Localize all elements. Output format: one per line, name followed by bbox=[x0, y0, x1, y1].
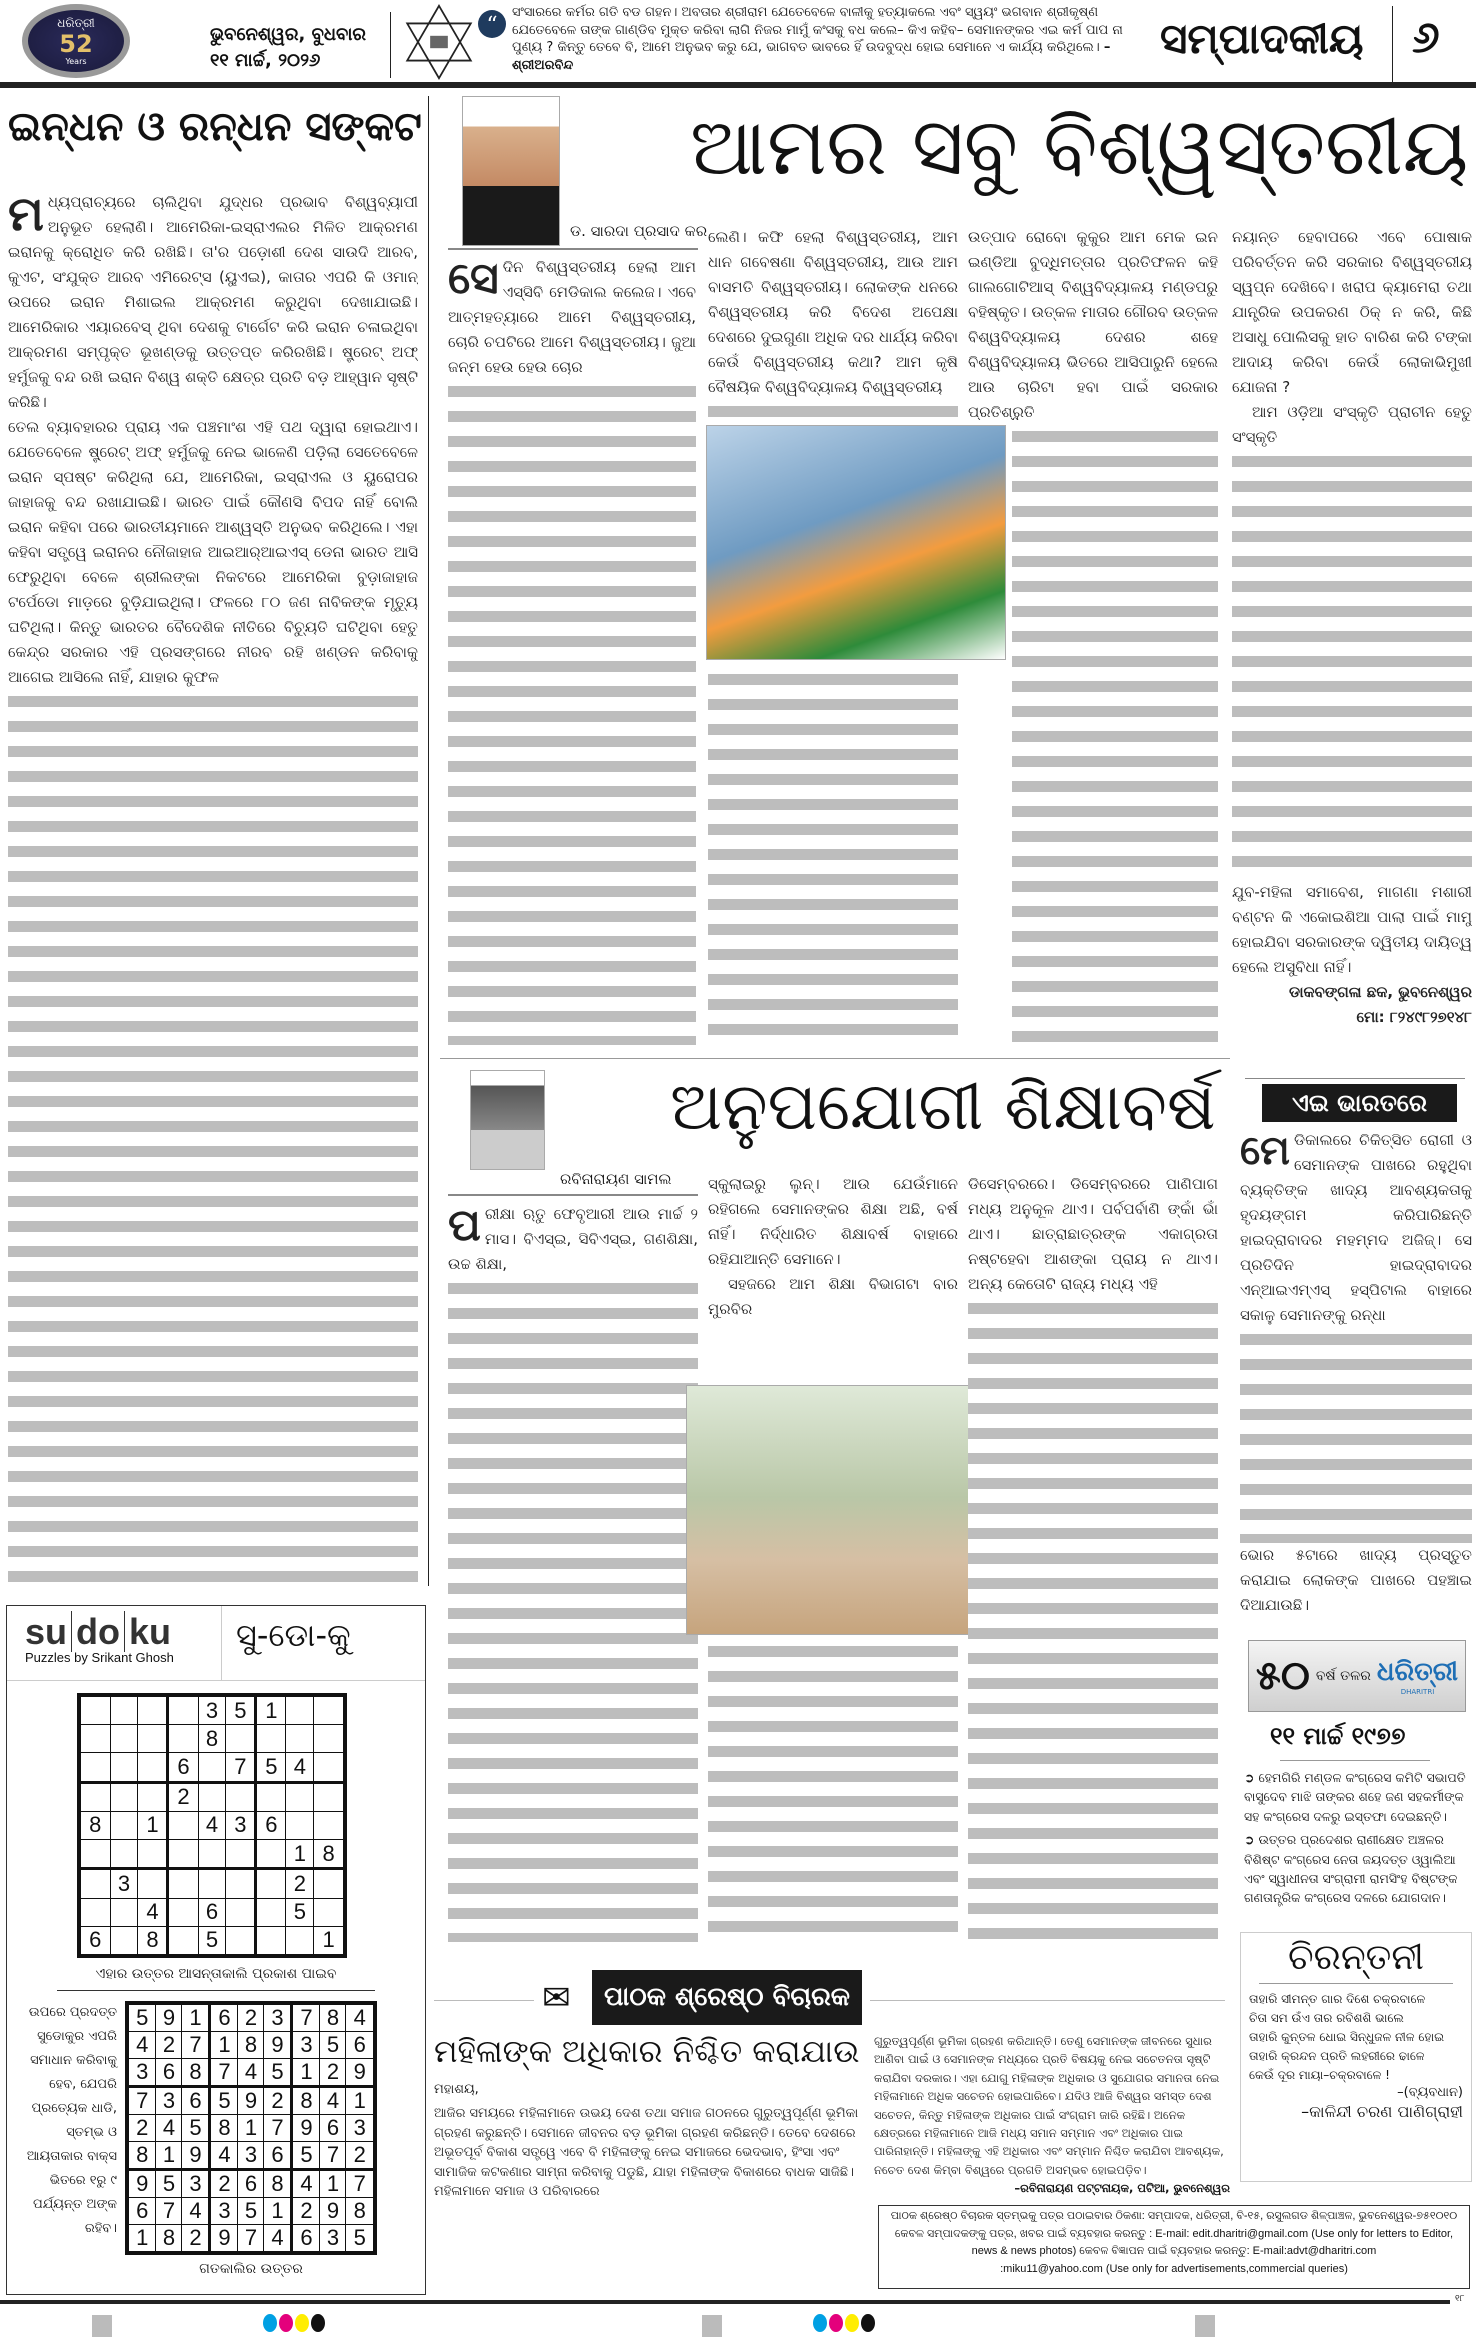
sudoku-cell[interactable] bbox=[110, 1695, 138, 1725]
sudoku-cell: 2 bbox=[182, 2225, 210, 2254]
sudoku-cell[interactable] bbox=[256, 1926, 286, 1956]
sudoku-cell[interactable] bbox=[226, 1782, 256, 1811]
sudoku-cell[interactable] bbox=[256, 1898, 286, 1926]
contact-box: ପାଠକ ଶ୍ରେଷ୍ଠ ବିଚାରକ ସ୍ତମ୍ଭକୁ ପତ୍ର ପଠାଇବାର ଠିକଣା: ସମ୍ପାଦକ, ଧରିତ୍ରୀ, ବି-୧୫, ରସୁଲଗଡ ଶିଳ୍ପାଞ୍ଚଳ, ଭୁବନେଶ୍ୱର-୭୫୧୦୧୦ କେବଳ ସମ୍ପାଦକଙ୍କୁ ପତ୍ର, ଖବର ପାଇଁ ବ୍ୟବହାର କରନ୍ତୁ : E-mail: edit.dharitri@gmail.com (Use only for letters to Editor, news & news photos) କେବଳ ବିଜ୍ଞାପନ ପାଇଁ ବ୍ୟବହାର କରନ୍ତୁ: E-mail:advt@dharitri.com :miku11@yahoo.com (Use only for advertisements,commercial queries) bbox=[878, 2205, 1470, 2289]
registration-square bbox=[92, 2315, 112, 2337]
sudoku-cell: 1 bbox=[264, 2198, 292, 2225]
sudoku-cell: 3 bbox=[210, 2198, 238, 2225]
sudoku-cell: 6 bbox=[156, 2059, 182, 2087]
sudoku-cell: 2 bbox=[156, 2032, 182, 2059]
sudoku-cell: 8 bbox=[138, 1926, 168, 1956]
author-photo bbox=[470, 1070, 545, 1170]
sudoku-cell[interactable] bbox=[256, 1782, 286, 1811]
logo-years-number: 52 bbox=[59, 30, 93, 58]
sudoku-cell: 1 bbox=[286, 1840, 314, 1869]
sudoku-cell: 7 bbox=[320, 2142, 346, 2170]
sudoku-cell: 6 bbox=[238, 2170, 264, 2198]
sudoku-cell[interactable] bbox=[168, 1725, 198, 1753]
sudoku-cell: 6 bbox=[182, 2087, 210, 2115]
sudoku-cell[interactable] bbox=[198, 1753, 226, 1782]
ei-bharatare-title: ଏଇ ଭାରତରେ bbox=[1262, 1084, 1457, 1122]
sudoku-cell[interactable] bbox=[168, 1695, 198, 1725]
sudoku-cell: 5 bbox=[286, 1898, 314, 1926]
sudoku-cell: 3 bbox=[156, 2087, 182, 2115]
sudoku-cell: 2 bbox=[346, 2142, 375, 2170]
sudoku-cell: 9 bbox=[156, 2003, 182, 2032]
sudoku-cell: 6 bbox=[346, 2032, 375, 2059]
poet-name: –କାଳିନ୍ଦୀ ଚରଣ ପାଣିଗ୍ରାହୀ bbox=[1301, 2102, 1463, 2121]
fifty-years-items bbox=[1244, 1768, 1472, 1926]
sudoku-cell: 3 bbox=[198, 1695, 226, 1725]
sudoku-cell: 8 bbox=[320, 2003, 346, 2032]
sudoku-cell: 2 bbox=[238, 2003, 264, 2032]
sudoku-cell: 5 bbox=[320, 2032, 346, 2059]
color-dot bbox=[311, 2314, 325, 2332]
chirantani-title: ଚିରନ୍ତନୀ bbox=[1287, 1937, 1424, 1978]
sudoku-cell: 3 bbox=[292, 2032, 320, 2059]
sudoku-cell[interactable] bbox=[110, 1840, 138, 1869]
sudoku-cell: 8 bbox=[238, 2032, 264, 2059]
sudoku-cell[interactable] bbox=[110, 1898, 138, 1926]
chirantani-box bbox=[1240, 1932, 1472, 2182]
sudoku-cell: 9 bbox=[210, 2225, 238, 2254]
sudoku-cell: 9 bbox=[127, 2170, 156, 2198]
sudoku-cell: 8 bbox=[79, 1811, 110, 1839]
sudoku-cell: 5 bbox=[226, 1695, 256, 1725]
sudoku-cell[interactable] bbox=[314, 1753, 345, 1782]
sudoku-cell: 7 bbox=[127, 2087, 156, 2115]
sudoku-cell: 7 bbox=[238, 2225, 264, 2254]
article1-column-1: ସେଦିନ ବିଶ୍ୱସ୍ତରୀୟ ହେଲା ଆମ ଏସ୍‌ସିବି ମେଡିକାଲ କଲେଜ। ଏବେ ଆତ୍ମହତ୍ୟାରେ ଆମେ ବିଶ୍ୱସ୍ତରୀୟ, ଚୋରି ଚପଟିରେ ଆମେ ବିଶ୍ୱସ୍ତରୀୟ। ଜୁଆ ଜନ୍ମ ହେଉ ହେଉ ଚୋର bbox=[448, 255, 696, 1045]
sudoku-cell: 6 bbox=[210, 2003, 238, 2032]
sudoku-cell: 3 bbox=[320, 2225, 346, 2254]
article1-author: ଡ. ସାରଦା ପ୍ରସାଦ କର bbox=[570, 222, 708, 240]
news-item: ➲ ହେମଗିରି ମଣ୍ଡଳ କଂଗ୍ରେସ କମିଟି ସଭାପତି ବାସୁଦେବ ମାଝି ତାଙ୍କର ଶହେ ଜଣ ସହକର୍ମୀଙ୍କ ସହ କଂଗ୍ରେସ ଦଳରୁ ଇସ୍ତଫା ଦେଇଛନ୍ତି। bbox=[1244, 1770, 1466, 1824]
sudoku-cell: 2 bbox=[320, 2059, 346, 2087]
color-dot bbox=[295, 2314, 309, 2332]
sudoku-cell[interactable] bbox=[198, 1782, 226, 1811]
sudoku-box bbox=[6, 1605, 426, 2295]
sudoku-cell: 2 bbox=[264, 2087, 292, 2115]
sudoku-cell: 1 bbox=[256, 1695, 286, 1725]
sudoku-cell: 9 bbox=[238, 2087, 264, 2115]
sudoku-cell[interactable] bbox=[226, 1926, 256, 1956]
sudoku-cell: 1 bbox=[182, 2003, 210, 2032]
sudoku-cell: 4 bbox=[238, 2059, 264, 2087]
sudoku-cell[interactable] bbox=[79, 1898, 110, 1926]
sudoku-logo: su do ku bbox=[25, 1611, 172, 1652]
article1-signoff-phone: ମୋ: ୮୨୪୯୮୨୭୧୪୮ bbox=[1356, 1008, 1472, 1026]
editorial-paragraph: ତେଲ ବ୍ୟାବହାରର ପ୍ରାୟ ଏକ ପଞ୍ଚମାଂଶ ଏହି ପଥ ଦ୍ୱାରା ହୋଇଥାଏ। ଯେତେବେଳେ ଷ୍ଟ୍ରେଟ୍ ଅଫ୍ ହର୍ମୁଜକୁ ନେଇ ଭାଳେଣି ପଡ଼ିଲା ସେତେବେଳେ ଇରାନ ସ୍ପଷ୍ଟ କରିଥିଲା ଯେ, ଆମେରିକା, ଇସ୍ରାଏଲ ଓ ୟୁରୋପର ଜାହାଜକୁ ବନ୍ଦ ରଖାଯାଇଛି। ଭାରତ ପାଇଁ କୌଣସି ବିପଦ ନାହିଁ ବୋଲି ଇରାନ କହିବା ପରେ ଭାରତୀୟମାନେ ଆଶ୍ୱସ୍ତି ଅନୁଭବ କରିଥିଲେ। ଏହା କହିବା ସତ୍ତ୍ୱେ ଇରାନର ନୌଜାହାଜ ଆଇଆର୍‌ଆଇଏସ୍ ଡେନା ଭାରତ ଆସି ଫେରୁଥିବା ବେଳେ ଶ୍ରୀଲଙ୍କା ନିକଟରେ ଆମେରିକା ବୁଡ଼ାଜାହାଜ ଟର୍ପେଡୋ ମାଡ଼ରେ ବୁଡ଼ିଯାଇଥିଲା। ଫଳରେ ୮୦ ଜଣ ନାବିକଙ୍କ ମୃତ୍ୟୁ ଘଟିଥିଲା। କିନ୍ତୁ ଭାରତର ବୈଦେଶିକ ନୀତିରେ ବିଚ୍ୟୁତି ଘଟିଥିବା ହେତୁ କେନ୍ଦ୍ର ସରକାର ଏହି ପ୍ରସଙ୍ଗରେ ନୀରବ ରହି ଖଣ୍ଡନ କରିବାକୁ ଆଗେଇ ଆସିଲେ ନାହିଁ, ଯାହାର କୁଫଳ bbox=[8, 418, 418, 686]
article1-drop-cap: ସେ bbox=[448, 255, 499, 304]
article1-column-4: ନୟାନ୍ତ ହେବାପରେ ଏବେ ପୋଷାକ ପରିବର୍ତ୍ତନ କରି ସରକାର ବିଶ୍ୱସ୍ତରୀୟ ସ୍ୱପ୍ନ ଦେଖିବେ। ଖରାପ କ୍ୟାମେରା ତଥା ଯାନ୍ତ୍ରିକ ଉପକରଣ ଠିକ୍ ନ କରି, କିଛି ଅସାଧୁ ପୋଲିସକୁ ହାତ ବାରିଶ କରି ଟଙ୍କା ଆଦାୟ କରିବା କେଉଁ ଲୋକାଭିମୁଖୀ ଯୋଜନା ? ଆମ ଓଡ଼ିଆ ସଂସ୍କୃତି ପ୍ରାଚୀନ ହେତୁ ସଂସ୍କୃତି ଯୁବ-ମହିଳା ସମାବେଶ, ମାଗଣା ମଶାରୀ ବଣ୍ଟନ କି ଏକୋଇଶିଆ ପାଲା ପାଇଁ ମାମୁ ହୋଇଯିବା ସରକାରଙ୍କ ଦ୍ୱିତୀୟ ଦାୟିତ୍ୱ ହେଲେ ଅସୁବିଧା ନାହିଁ। ଡାକବଙ୍ଗଳା ଛକ, ଭୁବନେଶ୍ୱର ମୋ: ୮୨୪୯୮୨୭୧୪୮ bbox=[1232, 225, 1472, 1030]
sudoku-cell: 5 bbox=[198, 1926, 226, 1956]
sudoku-cell[interactable] bbox=[138, 1840, 168, 1869]
ei-bharatare-body: ମେଡିକାଲରେ ଚିକିତ୍ସିତ ରୋଗୀ ଓ ସେମାନଙ୍କ ପାଖରେ ରହୁଥିବା ବ୍ୟକ୍ତିଙ୍କ ଖାଦ୍ୟ ଆବଶ୍ୟକତାକୁ ହୃଦୟଙ୍ଗମ କରିପାରିଛନ୍ତି ହାଇଦ୍ରାବାଦର ମହମ୍ମଦ ଅଜିଜ୍। ସେ ପ୍ରତିଦିନ ହାଇଦ୍ରାବାଦର ଏନ୍‌ଆଇଏମ୍‌ଏସ୍ ହସ୍ପିଟାଲ ବାହାରେ ସକାଳୁ ସେମାନଙ୍କୁ ରନ୍ଧା ଭୋର ୫ଟାରେ ଖାଦ୍ୟ ପ୍ରସ୍ତୁତ କରାଯାଇ ଲୋକଙ୍କ ପାଖରେ ପହଞ୍ଚାଇ ଦିଆଯାଉଛି। bbox=[1240, 1128, 1472, 1614]
sudoku-cell: 8 bbox=[314, 1840, 345, 1869]
sudoku-cell: 1 bbox=[156, 2142, 182, 2170]
article1-column-2: ଲେଣି। କଫି ହେଲା ବିଶ୍ୱସ୍ତରୀୟ, ଆମ ଧାନ ଗବେଷଣା ବିଶ୍ୱସ୍ତରୀୟ, ଆଉ ଆମ ବାସମତି ବିଶ୍ୱସ୍ତରୀୟ। ଲୋକଙ୍କ ଧନରେ ବିଶ୍ୱସ୍ତରୀୟ କରି ବିଦେଶ ଅପେକ୍ଷା ଦେଶରେ ଦୁଇଗୁଣା ଅଧିକ ଦର ଧାର୍ଯ୍ୟ କରିବା କେଉଁ ବିଶ୍ୱସ୍ତରୀୟ କଥା? ଆମ କୃଷି ବୈଷୟିକ ବିଶ୍ୱବିଦ୍ୟାଳୟ ବିଶ୍ୱସ୍ତରୀୟ bbox=[708, 225, 958, 420]
sudoku-cell: 5 bbox=[182, 2115, 210, 2142]
logo-years-label: Years bbox=[65, 57, 87, 66]
sudoku-cell: 5 bbox=[264, 2059, 292, 2087]
sudoku-cell[interactable] bbox=[314, 1725, 345, 1753]
sudoku-cell: 4 bbox=[198, 1811, 226, 1839]
sudoku-cell[interactable] bbox=[110, 1782, 138, 1811]
sudoku-cell: 8 bbox=[292, 2087, 320, 2115]
text-filler bbox=[8, 690, 418, 1585]
sudoku-puzzle-grid[interactable] bbox=[77, 1693, 347, 1958]
sudoku-cell[interactable] bbox=[286, 1811, 314, 1839]
sudoku-cell: 1 bbox=[238, 2115, 264, 2142]
sudoku-cell[interactable] bbox=[198, 1869, 226, 1898]
sudoku-cell: 5 bbox=[210, 2087, 238, 2115]
page-number: ୬ bbox=[1412, 12, 1440, 63]
editor-email[interactable]: କେବଳ ସମ୍ପାଦକଙ୍କୁ ପତ୍ର, ଖବର ପାଇଁ ବ୍ୟବହାର କରନ୍ତୁ : E-mail: edit.dharitri@gmail.com (Use only for letters to Editor, bbox=[894, 2227, 1454, 2240]
sudoku-cell: 4 bbox=[346, 2003, 375, 2032]
color-dot bbox=[279, 2314, 293, 2332]
sudoku-cell: 4 bbox=[320, 2087, 346, 2115]
sudoku-cell[interactable] bbox=[168, 1898, 198, 1926]
sudoku-cell[interactable] bbox=[256, 1869, 286, 1898]
color-dot bbox=[829, 2314, 843, 2332]
article2-drop-cap: ପ bbox=[448, 1202, 481, 1251]
sudoku-cell[interactable] bbox=[110, 1926, 138, 1956]
sudoku-cell: 8 bbox=[210, 2115, 238, 2142]
sudoku-cell[interactable] bbox=[79, 1782, 110, 1811]
sudoku-title-odia: ସୁ-ଡୋ-କୁ bbox=[236, 1616, 351, 1654]
sudoku-cell: 6 bbox=[320, 2115, 346, 2142]
letters-section-title: ପାଠକ ଶ୍ରେଷ୍ଠ ବିଚାରକ bbox=[592, 1970, 862, 2025]
sudoku-solution-label: ଗତକାଲିର ଉତ୍ତର bbox=[199, 2261, 303, 2277]
quote-icon: “ bbox=[478, 10, 506, 38]
color-dot bbox=[861, 2314, 875, 2332]
sudoku-cell: 4 bbox=[292, 2170, 320, 2198]
sudoku-cell[interactable] bbox=[168, 1840, 198, 1869]
sudoku-byline: Puzzles by Srikant Ghosh bbox=[25, 1650, 174, 1665]
sudoku-cell: 7 bbox=[182, 2032, 210, 2059]
article1-signoff-place: ଡାକବଙ୍ଗଳା ଛକ, ଭୁବନେଶ୍ୱର bbox=[1288, 983, 1472, 1001]
section-title: ସମ୍ପାଦକୀୟ bbox=[1160, 14, 1364, 63]
sudoku-cell: 1 bbox=[346, 2087, 375, 2115]
sudoku-cell[interactable] bbox=[138, 1725, 168, 1753]
registration-square bbox=[702, 2315, 722, 2337]
sudoku-cell[interactable] bbox=[286, 1695, 314, 1725]
sudoku-cell: 8 bbox=[127, 2142, 156, 2170]
sudoku-cell: 6 bbox=[264, 2142, 292, 2170]
article2-headline: ଅନୁପଯୋଗୀ ଶିକ୍ଷାବର୍ଷ bbox=[670, 1068, 1216, 1145]
sudoku-cell: 2 bbox=[292, 2198, 320, 2225]
sudoku-cell[interactable] bbox=[286, 1782, 314, 1811]
article2-column-1: ପରୀକ୍ଷା ଋତୁ ଫେବୃଆରୀ ଆଉ ମାର୍ଚ୍ଚ ୨ ମାସ। ବିଏସ୍‌ଇ, ସିବିଏସ୍‌ଇ, ଗଣଶିକ୍ଷା, ଉଚ୍ଚ ଶିକ୍ଷା, bbox=[448, 1202, 698, 1942]
sudoku-cell[interactable] bbox=[314, 1782, 345, 1811]
sudoku-cell: 9 bbox=[320, 2198, 346, 2225]
editorial-body bbox=[8, 190, 418, 1585]
color-dot bbox=[845, 2314, 859, 2332]
news-item: ➲ ଉତ୍ତର ପ୍ରଦେଶର ରାଣୀକ୍ଷେତ ଅଞ୍ଚଳର ବିଶିଷ୍ଟ କଂଗ୍ରେସ ନେତା ଜୟଦତ୍ତ ଓ୍ୱାଲିଆ ଏବଂ ସ୍ୱାଧୀନତା ସଂଗ୍ରାମୀ ରାମସିଂହ ବିଷ୍ଟଙ୍କ ଗଣତାନ୍ତ୍ରିକ କଂଗ୍ରେସ ଦଳରେ ଯୋଗଦାନ। bbox=[1244, 1832, 1458, 1906]
sudoku-cell: 3 bbox=[346, 2115, 375, 2142]
sudoku-cell: 9 bbox=[264, 2032, 292, 2059]
letter-salutation: ମହାଶୟ, bbox=[434, 2082, 479, 2097]
sudoku-cell[interactable] bbox=[138, 1869, 168, 1898]
sudoku-cell: 1 bbox=[127, 2225, 156, 2254]
sudoku-cell[interactable] bbox=[314, 1811, 345, 1839]
sudoku-cell[interactable] bbox=[110, 1753, 138, 1782]
editorial-headline: ଇନ୍ଧନ ଓ ରନ୍ଧନ ସଙ୍କଟ bbox=[8, 104, 422, 150]
sudoku-cell[interactable] bbox=[256, 1725, 286, 1753]
sudoku-cell[interactable] bbox=[256, 1840, 286, 1869]
article2-author: ରବିନାରାୟଣ ସାମଲ bbox=[560, 1170, 672, 1188]
sudoku-cell: 1 bbox=[292, 2059, 320, 2087]
sudoku-cell: 1 bbox=[138, 1811, 168, 1839]
page-marker: ୧୮ bbox=[1455, 2294, 1465, 2304]
dateline-date: ୧୧ ମାର୍ଚ୍ଚ, ୨୦୨୬ bbox=[210, 50, 321, 71]
sudoku-cell: 5 bbox=[127, 2003, 156, 2032]
sudoku-cell: 4 bbox=[182, 2198, 210, 2225]
sudoku-cell: 8 bbox=[182, 2059, 210, 2087]
dateline-city-day: ଭୁବନେଶ୍ୱର, ବୁଧବାର bbox=[210, 24, 367, 45]
sudoku-cell: 8 bbox=[346, 2198, 375, 2225]
sudoku-cell: 8 bbox=[156, 2225, 182, 2254]
sudoku-cell: 7 bbox=[210, 2059, 238, 2087]
sudoku-cell: 4 bbox=[156, 2115, 182, 2142]
sudoku-cell[interactable] bbox=[286, 1926, 314, 1956]
sudoku-cell: 5 bbox=[256, 1753, 286, 1782]
sudoku-cell: 8 bbox=[264, 2170, 292, 2198]
sudoku-cell[interactable] bbox=[79, 1869, 110, 1898]
sudoku-cell: 4 bbox=[286, 1753, 314, 1782]
sudoku-cell: 3 bbox=[127, 2059, 156, 2087]
article2-column-2: ସ୍କୁଲାଇରୁ ଲୁନ୍। ଆଉ ଯେଉଁମାନେ ରହିଗଲେ ସେମାନଙ୍କର ଶିକ୍ଷା ଅଛି, ବର୍ଷ ନାହିଁ। ନିର୍ଦ୍ଧାରିତ ଶିକ୍ଷାବର୍ଷ ବାହାରେ ରହିଯାଆନ୍ତି ସେମାନେ। ସହଜରେ ଆମ ଶିକ୍ଷା ବିଭାଗଟା ବାର ମୁରବିର bbox=[708, 1175, 958, 1318]
sudoku-cell: 7 bbox=[264, 2115, 292, 2142]
fifty-years-banner: ୫୦ ବର୍ଷ ତଳର ଧରିତ୍ରୀ DHARITRI bbox=[1248, 1640, 1466, 1712]
sudoku-cell[interactable] bbox=[110, 1725, 138, 1753]
advt-email[interactable]: news & news photos) କେବଳ ବିଜ୍ଞାପନ ପାଇଁ ବ୍ୟବହାର କରନ୍ତୁ: E-mail:advt@dharitri.com bbox=[971, 2245, 1377, 2258]
sudoku-cell[interactable] bbox=[138, 1695, 168, 1725]
sudoku-cell: 5 bbox=[156, 2170, 182, 2198]
sudoku-cell[interactable] bbox=[314, 1695, 345, 1725]
sudoku-cell: 7 bbox=[292, 2003, 320, 2032]
sudoku-cell: 3 bbox=[264, 2003, 292, 2032]
author-photo bbox=[462, 96, 560, 246]
sudoku-cell: 6 bbox=[168, 1753, 198, 1782]
letter-body-col2: ଗୁରୁତ୍ୱପୂର୍ଣ୍ଣ ଭୂମିକା ଗ୍ରହଣ କରିଥାନ୍ତି। ତେଣୁ ସେମାନଙ୍କ ଜୀବନରେ ସୁଧାର ଆଣିବା ପାଇଁ ଓ ସେମାନଙ୍କ ମଧ୍ୟରେ ପ୍ରତି ବିଷୟକୁ ନେଇ ସଚେତନତା ସୃଷ୍ଟି କରାଯିବା ଦରକାର। ଏହା ଯୋଗୁ ମହିଳାଙ୍କ ଅଧିକାର ଓ ସୁଯୋଗର ସମାନତା ନେଇ ମହିଳାମାନେ ଅଧିକ ସଚେତନ ହୋଇପାରିବେ। ଯଦିଓ ଆଜି ବିଶ୍ୱର ସମସ୍ତ ଦେଶ ସଚେତନ, କିନ୍ତୁ ମହିଳାଙ୍କ ଅଧିକାର ପାଇଁ ସଂଗ୍ରାମ ଜାରି ରହିଛି। ଅନେକ କ୍ଷେତ୍ରରେ ମହିଳାମାନେ ଆଜି ମଧ୍ୟ ସମାନ ସମ୍ମାନ ଏବଂ ଅଧିକାର ପାଇ ପାରିନାହାନ୍ତି। ମହିଳାଙ୍କୁ ଏହି ଅଧିକାର ଏବଂ ସମ୍ମାନ ନିଶ୍ଚିତ କରାଯିବା ଆବଶ୍ୟକ, ନଚେତ ଦେଶ କିମ୍ବା ବିଶ୍ୱରେ ପ୍ରଗତି ଅସମ୍ଭବ ହୋଇପଡ଼ିବ। bbox=[874, 2034, 1224, 2177]
sudoku-cell[interactable] bbox=[168, 1869, 198, 1898]
sudoku-cell: 5 bbox=[292, 2142, 320, 2170]
sudoku-cell: 1 bbox=[210, 2032, 238, 2059]
color-dot bbox=[813, 2314, 827, 2332]
sudoku-cell[interactable] bbox=[314, 1869, 345, 1898]
logo-name: ଧରିତ୍ରୀ bbox=[57, 16, 95, 30]
sudoku-cell[interactable] bbox=[168, 1926, 198, 1956]
sudoku-cell: 9 bbox=[292, 2115, 320, 2142]
registration-square bbox=[1195, 2315, 1215, 2337]
sudoku-cell: 4 bbox=[138, 1898, 168, 1926]
color-dot bbox=[263, 2314, 277, 2332]
poem-source: –(ବ୍ୟବଧାନ) bbox=[1397, 2085, 1463, 2100]
sudoku-cell: 2 bbox=[168, 1782, 198, 1811]
sudoku-cell: 2 bbox=[286, 1869, 314, 1898]
sudoku-cell: 6 bbox=[256, 1811, 286, 1839]
sudoku-cell[interactable] bbox=[79, 1695, 110, 1725]
sudoku-cell[interactable] bbox=[314, 1898, 345, 1926]
sudoku-cell[interactable] bbox=[79, 1840, 110, 1869]
color-registration-dots bbox=[812, 2314, 876, 2336]
sudoku-cell: 4 bbox=[127, 2032, 156, 2059]
star-emblem-icon bbox=[403, 4, 475, 80]
letter-headline: ମହିଳାଙ୍କ ଅଧିକାର ନିଶ୍ଚିତ କରାଯାଉ bbox=[434, 2034, 860, 2070]
poem-lines: ତାହାରି ସୀମନ୍ତ ଗାର ଦିଶେ ଚକ୍ରବାଳେ ଚିତା ସମ ଉଁଏ ତାର ରବିଶଶି ଭାଲେ ତାହାରି କୁନ୍ତଳ ଧୋଇ ସିନ୍ଧୁଜଳ ନୀଳ ହୋଇ ତାହାରି କ୍ରନ୍ଦନ ପ୍ରତି ଲହରୀରେ ଢାଳେ କେଉଁ ଦୂର ମାୟା–ଚକ୍ରବାଳେ ! bbox=[1249, 1992, 1445, 2082]
sudoku-cell[interactable] bbox=[79, 1725, 110, 1753]
sudoku-cell: 1 bbox=[314, 1926, 345, 1956]
sudoku-cell[interactable] bbox=[226, 1869, 256, 1898]
masthead-quote: ସଂସାରରେ କର୍ମର ଗତି ବଡ ଗହନ। ଅବତାର ଶ୍ରୀରାମ ଯେତେବେଳେ ବାଳୀକୁ ହତ୍ୟାକଲେ ଏବଂ ସ୍ୱୟଂ ଭଗବାନ ଶ୍ରୀକୃଷ୍ଣ ଯେତେବେଳେ ତାଙ୍କ ଗାଣ୍ଡିବ ମୁକ୍ତ କରିବା ଲାଗି ନିଜର ମାମୁଁ କଂସକୁ ବଧ କଲେ– କିଏ କହିବ– ସେମାନଙ୍କର ଏଇ କର୍ମ ପାପ ନା ପୁଣ୍ୟ ? କିନ୍ତୁ ତେବେ ବି, ଆମେ ଅନୁଭବ କରୁ ଯେ, ଭାଗବତ ଭାବରେ ହିଁ ଉଦବୁଦ୍ଧ ହୋଇ ସେମାନେ ଏ କାର୍ଯ୍ୟ କରିଥିଲେ। –ଶ୍ରୀଅରବିନ୍ଦ bbox=[512, 5, 1123, 73]
sudoku-cell: 6 bbox=[127, 2198, 156, 2225]
article2-column-3: ଡିସେମ୍ବରରେ। ଡିସେମ୍ବରରେ ପାଣିପାଗ ମଧ୍ୟ ଅନୁକୂଳ ଥାଏ। ପର୍ବପର୍ବାଣି ଙ୍କାଁ ଭାଁ ଥାଏ। ଛାତ୍ରାଛାତ୍ରଙ୍କ ଏକାଗ୍ରତା ନଷ୍ଟହେବା ଆଶଙ୍କା ପ୍ରାୟ ନ ଥାଏ। ଅନ୍ୟ କେତୋଟି ରାଜ୍ୟ ମଧ୍ୟ ଏହି bbox=[968, 1172, 1218, 1942]
sudoku-cell: 6 bbox=[292, 2225, 320, 2254]
sudoku-cell: 8 bbox=[198, 1725, 226, 1753]
sudoku-cell: 3 bbox=[226, 1811, 256, 1839]
sudoku-cell[interactable] bbox=[226, 1898, 256, 1926]
sudoku-cell[interactable] bbox=[110, 1811, 138, 1839]
sudoku-answer-note: ଏହାର ଉତ୍ତର ଆସନ୍ତାକାଲି ପ୍ରକାଶ ପାଇବ bbox=[95, 1966, 337, 1982]
sudoku-cell[interactable] bbox=[138, 1782, 168, 1811]
sudoku-cell[interactable] bbox=[226, 1840, 256, 1869]
sudoku-cell: 3 bbox=[238, 2142, 264, 2170]
sudoku-cell: 6 bbox=[198, 1898, 226, 1926]
masthead-logo bbox=[22, 4, 130, 78]
sudoku-cell: 6 bbox=[79, 1926, 110, 1956]
sudoku-cell: 2 bbox=[210, 2170, 238, 2198]
sudoku-cell: 7 bbox=[226, 1753, 256, 1782]
sudoku-cell[interactable] bbox=[168, 1811, 198, 1839]
article1-illustration bbox=[706, 425, 1006, 660]
article1-headline: ଆମର ସବୁ ବିଶ୍ୱସ୍ତରୀୟ bbox=[690, 100, 1469, 193]
sudoku-cell: 7 bbox=[346, 2170, 375, 2198]
sudoku-instructions: ଉପରେ ପ୍ରଦତ୍ତ ସୁଡୋକୁର ଏପରି ସମାଧାନ କରିବାକୁ ହେବ, ଯେପରି ପ୍ରତ୍ୟେକ ଧାଡି, ସ୍ତମ୍ଭ ଓ ଆୟତାକାର ବାକ୍ସ ଭିତରେ ୧ରୁ ୯ ପର୍ଯ୍ୟନ୍ତ ଅଙ୍କ ରହିବ। bbox=[26, 2005, 117, 2236]
sudoku-cell: 2 bbox=[127, 2115, 156, 2142]
letter-signature: –ରବିନାରାୟଣ ପଟ୍ଟନାୟକ, ପଟିଆ, ଭୁବନେଶ୍ୱର bbox=[1014, 2181, 1230, 2196]
sudoku-cell[interactable] bbox=[138, 1753, 168, 1782]
editorial-drop-cap: ମ bbox=[8, 190, 44, 242]
sudoku-cell: 9 bbox=[346, 2059, 375, 2087]
article2-photo-students bbox=[686, 1385, 986, 1635]
color-registration-dots bbox=[262, 2314, 326, 2336]
sudoku-cell[interactable] bbox=[198, 1840, 226, 1869]
sudoku-cell: 7 bbox=[156, 2198, 182, 2225]
mailbox-icon: ✉ bbox=[542, 1978, 571, 2018]
article1-column-3: ଉତ୍ପାଦ ରୋବୋ କୁକୁର ଆମ ମେକ ଇନ ଇଣ୍ଡିଆ ବୁଦ୍ଧିମତ୍ତାର ପ୍ରତିଫଳନ କହି ଗାଲଗୋଟିଆସ୍ ବିଶ୍ୱବିଦ୍ୟାଳୟ ମଣ୍ଡପରୁ ବହିଷ୍କୃତ। ଉତ୍କଳ ମାତାର ଗୌରବ ଉତ୍କଳ ବିଶ୍ୱବିଦ୍ୟାଳୟ ଦେଶର ଶହେ ବିଶ୍ୱବିଦ୍ୟାଳୟ ଭିତରେ ଆସିପାରୁନି ହେଲେ ଆଉ ଚାରିଟା ହବା ପାଇଁ ସରକାର ପ୍ରତିଶ୍ରୁତି bbox=[968, 228, 1218, 420]
sudoku-cell[interactable] bbox=[79, 1753, 110, 1782]
sudoku-cell: 5 bbox=[238, 2198, 264, 2225]
quote-author: –ଶ୍ରୀଅରବିନ୍ଦ bbox=[512, 40, 1111, 73]
letter-body-col1: ଆଜିର ସମୟରେ ମହିଳାମାନେ ଉଭୟ ଦେଶ ତଥା ସମାଜ ଗଠନରେ ଗୁରୁତ୍ୱପୂର୍ଣ୍ଣ ଭୂମିକା ଗ୍ରହଣ କରୁଛନ୍ତି। ସେମାନେ ଜୀବନର ବଡ଼ ଭୂମିକା ଗ୍ରହଣ କରିଛନ୍ତି। ତେବେ ଦେଶରେ ଅଭୂତପୂର୍ବ ବିକାଶ ସତ୍ତ୍ୱେ ଏବେ ବି ମହିଳାଙ୍କୁ ନେଇ ସମାଜରେ ଭେଦଭାବ, ହିଂସା ଏବଂ ସାମାଜିକ କଟକଣାର ସାମ୍ନା କରିବାକୁ ପଡୁଛି, ଯାହା ମହିଳାଙ୍କ ବିକାଶରେ ବାଧକ ସାଜିଛି। ମହିଳାମାନେ ସମାଜ ଓ ପରିବାରରେ bbox=[434, 2106, 859, 2199]
sudoku-cell[interactable] bbox=[226, 1725, 256, 1753]
editorial-paragraph: ଧ୍ୟପ୍ରାଚ୍ୟରେ ଚାଲିଥିବା ଯୁଦ୍ଧର ପ୍ରଭାବ ବିଶ୍ୱବ୍ୟାପୀ ଅନୁଭୂତ ହେଲାଣି। ଆମେରିକା-ଇସ୍ରାଏଲର ମିଳିତ ଆକ୍ରମଣ ଇରାନକୁ କ୍ରୋଧିତ କରି ରଖିଛି। ତା'ର ପଡ଼ୋଶୀ ଦେଶ ସାଉଦି ଆରବ, କୁଏଟ, ସଂଯୁକ୍ତ ଆରବ ଏମିରେଟ୍ସ (ୟୁଏଇ), କାତାର ଏପରି କି ଓମାନ୍ ଉପରେ ଇରାନ ମିଶାଇଲ ଆକ୍ରମଣ କରୁଥିବା ଦେଖାଯାଇଛି। ଆମେରିକାର ଏୟାରବେସ୍ ଥିବା ଦେଶକୁ ଟାର୍ଗେଟ କରି ଇରାନ ଚଳାଇଥିବା ଆକ୍ରମଣ ସମ୍ପୃକ୍ତ ଭୂଖଣ୍ଡକୁ ଉତ୍ତପ୍ତ କରିରଖିଛି। ଷ୍ଟ୍ରେଟ୍ ଅଫ୍ ହର୍ମୁଜକୁ ବନ୍ଦ ରଖି ଇରାନ ବିଶ୍ୱ ଶକ୍ତି କ୍ଷେତ୍ର ପ୍ରତି ବଡ଼ ଆହ୍ୱାନ ସୃଷ୍ଟି କରିଛି। bbox=[8, 193, 418, 411]
sudoku-cell: 3 bbox=[110, 1869, 138, 1898]
sudoku-cell: 4 bbox=[210, 2142, 238, 2170]
fifty-years-date: ୧୧ ମାର୍ଚ୍ଚ ୧୯୭୭ bbox=[1270, 1722, 1406, 1750]
sudoku-cell: 5 bbox=[346, 2225, 375, 2254]
sudoku-cell[interactable] bbox=[286, 1725, 314, 1753]
sudoku-cell: 1 bbox=[320, 2170, 346, 2198]
ei-bharatare-drop-cap: ମେ bbox=[1240, 1128, 1290, 1174]
sudoku-cell: 3 bbox=[182, 2170, 210, 2198]
sudoku-cell: 9 bbox=[182, 2142, 210, 2170]
sudoku-cell: 4 bbox=[264, 2225, 292, 2254]
sudoku-solution-grid bbox=[125, 2001, 377, 2255]
